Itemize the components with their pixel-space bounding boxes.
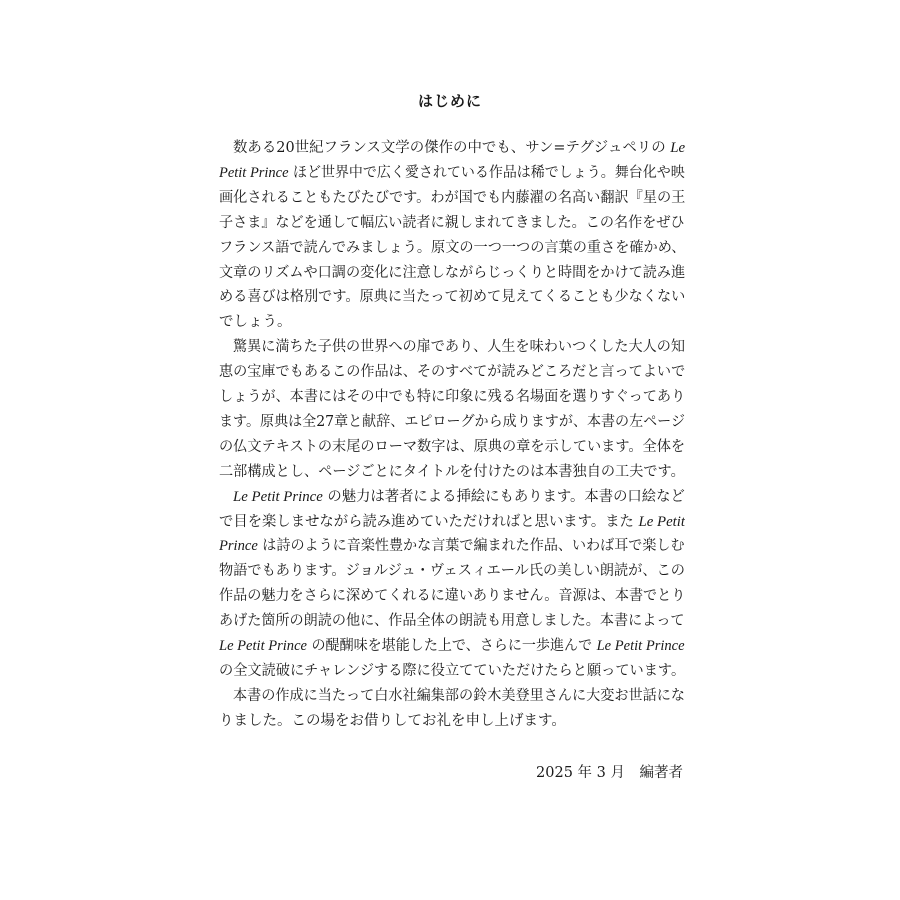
text-run: フランス語で読んでみましょう。原文の一つ一つの言葉の重さを確かめ、 bbox=[219, 239, 685, 256]
text-run: 作品の魅力をさらに深めてくれるに違いありません。音源は、本書でとり bbox=[219, 588, 685, 605]
text-run: 画化されることもたびたびです。わが国でも内藤濯の名高い翻訳『星の王 bbox=[219, 189, 685, 206]
body-line bbox=[219, 261, 685, 285]
page-title: はじめに bbox=[417, 92, 482, 110]
body-line-text bbox=[233, 684, 685, 708]
body-line-text bbox=[219, 559, 685, 583]
body-line-text bbox=[219, 510, 685, 534]
body-line-text bbox=[219, 584, 685, 608]
italic-title: Le Petit Prince bbox=[596, 638, 685, 654]
body-line-text bbox=[219, 659, 685, 683]
body-line bbox=[219, 186, 685, 210]
body-line-text bbox=[219, 360, 685, 384]
text-run: 子さま』などを通して幅広い読者に親しまれてきました。この名作をぜひ bbox=[219, 214, 685, 231]
body-line-text bbox=[219, 236, 685, 260]
italic-title: Petit Prince bbox=[219, 164, 289, 181]
body-line bbox=[219, 285, 685, 309]
body-line bbox=[233, 684, 685, 708]
body-line bbox=[219, 584, 685, 608]
body-line bbox=[219, 360, 685, 384]
text-run: 恵の宝庫でもあるこの作品は、そのすべてが読みどころだと言ってよいで bbox=[219, 364, 685, 381]
body-line-text bbox=[233, 136, 685, 160]
body-line bbox=[219, 510, 685, 534]
body-line bbox=[219, 435, 685, 459]
text-run: める喜びは格別です。原典に当たって初めて見えてくることも少なくない bbox=[219, 289, 685, 306]
text-run: で目を楽しませながら読み進めていただければと思います。また bbox=[219, 513, 639, 530]
body-line bbox=[219, 609, 685, 633]
body-line-text bbox=[219, 211, 685, 235]
body-line-text bbox=[233, 335, 685, 359]
text-run: りました。この場をお借りしてお礼を申し上げます。 bbox=[219, 712, 566, 729]
body-line bbox=[219, 709, 685, 733]
body-line-text bbox=[219, 385, 685, 409]
body-line bbox=[219, 236, 685, 260]
italic-title: Le Petit Prince bbox=[219, 638, 307, 654]
text-run: ます。原典は全27章と献辞、エピローグから成りますが、本書の左ページ bbox=[219, 413, 685, 430]
italic-title: Prince bbox=[219, 538, 258, 555]
body-line bbox=[233, 335, 685, 359]
body-line bbox=[233, 136, 685, 160]
body-line-text bbox=[219, 634, 685, 658]
body-line bbox=[219, 460, 685, 484]
signature: 2025 年 3 月 編著者 bbox=[536, 765, 683, 781]
body-line-text bbox=[219, 609, 685, 633]
text-run: 物語でもあります。ジョルジュ・ヴェスィエール氏の美しい朗読が、この bbox=[219, 563, 685, 580]
text-run: の醍醐味を堪能した上で、さらに一歩進んで bbox=[306, 638, 597, 654]
body-line bbox=[219, 385, 685, 409]
body-line-text bbox=[219, 435, 685, 459]
text-run: は詩のように音楽性豊かな言葉で編まれた作品、いわば耳で楽しむ bbox=[257, 538, 685, 555]
text-run: でしょう。 bbox=[219, 314, 292, 331]
body-line-text bbox=[219, 460, 685, 484]
body-line-text bbox=[233, 485, 685, 509]
body-line bbox=[219, 211, 685, 235]
body-line bbox=[219, 659, 685, 683]
body-line-text bbox=[219, 186, 685, 210]
text-run: の全文読破にチャレンジする際に役立てていただけたらと願っています。 bbox=[219, 662, 685, 679]
body-line bbox=[219, 534, 685, 558]
body-line-text bbox=[219, 310, 292, 334]
body-line bbox=[219, 634, 685, 658]
text-run: 数ある20世紀フランス文学の傑作の中でも、サン=テグジュペリの bbox=[233, 140, 671, 156]
body-line bbox=[219, 410, 685, 434]
text-run: ほど世界中で広く愛されている作品は稀でしょう。舞台化や映 bbox=[288, 164, 685, 181]
text-run: の魅力は著者による挿絵にもあります。本書の口絵など bbox=[322, 488, 685, 505]
italic-title: Le Petit Prince bbox=[233, 488, 323, 505]
text-run: しょうが、本書にはその中でも特に印象に残る名場面を選りすぐってあり bbox=[219, 389, 685, 405]
italic-title: Le bbox=[670, 140, 685, 156]
body-line-text bbox=[219, 161, 685, 185]
italic-title: Le Petit bbox=[638, 513, 685, 530]
body-line bbox=[233, 485, 685, 509]
body-line-text bbox=[219, 709, 566, 733]
body-line-text bbox=[219, 261, 685, 285]
body-line-text bbox=[219, 410, 685, 434]
body-line-text bbox=[219, 285, 685, 309]
text-run: あげた箇所の朗読の他に、作品全体の朗読も用意しました。本書によって bbox=[219, 613, 685, 630]
text-run: 本書の作成に当たって白水社編集部の鈴木美登里さんに大変お世話にな bbox=[233, 687, 685, 704]
text-run: 二部構成とし、ページごとにタイトルを付けたのは本書独自の工夫です。 bbox=[219, 463, 685, 480]
body-line bbox=[219, 161, 685, 185]
text-run: 驚異に満ちた子供の世界への扉であり、人生を味わいつくした大人の知 bbox=[233, 339, 685, 356]
body-line bbox=[219, 559, 685, 583]
text-run: の仏文テキストの末尾のローマ数字は、原典の章を示しています。全体を bbox=[219, 438, 685, 455]
text-run: 文章のリズムや口調の変化に注意しながらじっくりと時間をかけて読み進 bbox=[219, 264, 685, 281]
body-line-text bbox=[219, 534, 685, 558]
body-line bbox=[219, 310, 685, 334]
